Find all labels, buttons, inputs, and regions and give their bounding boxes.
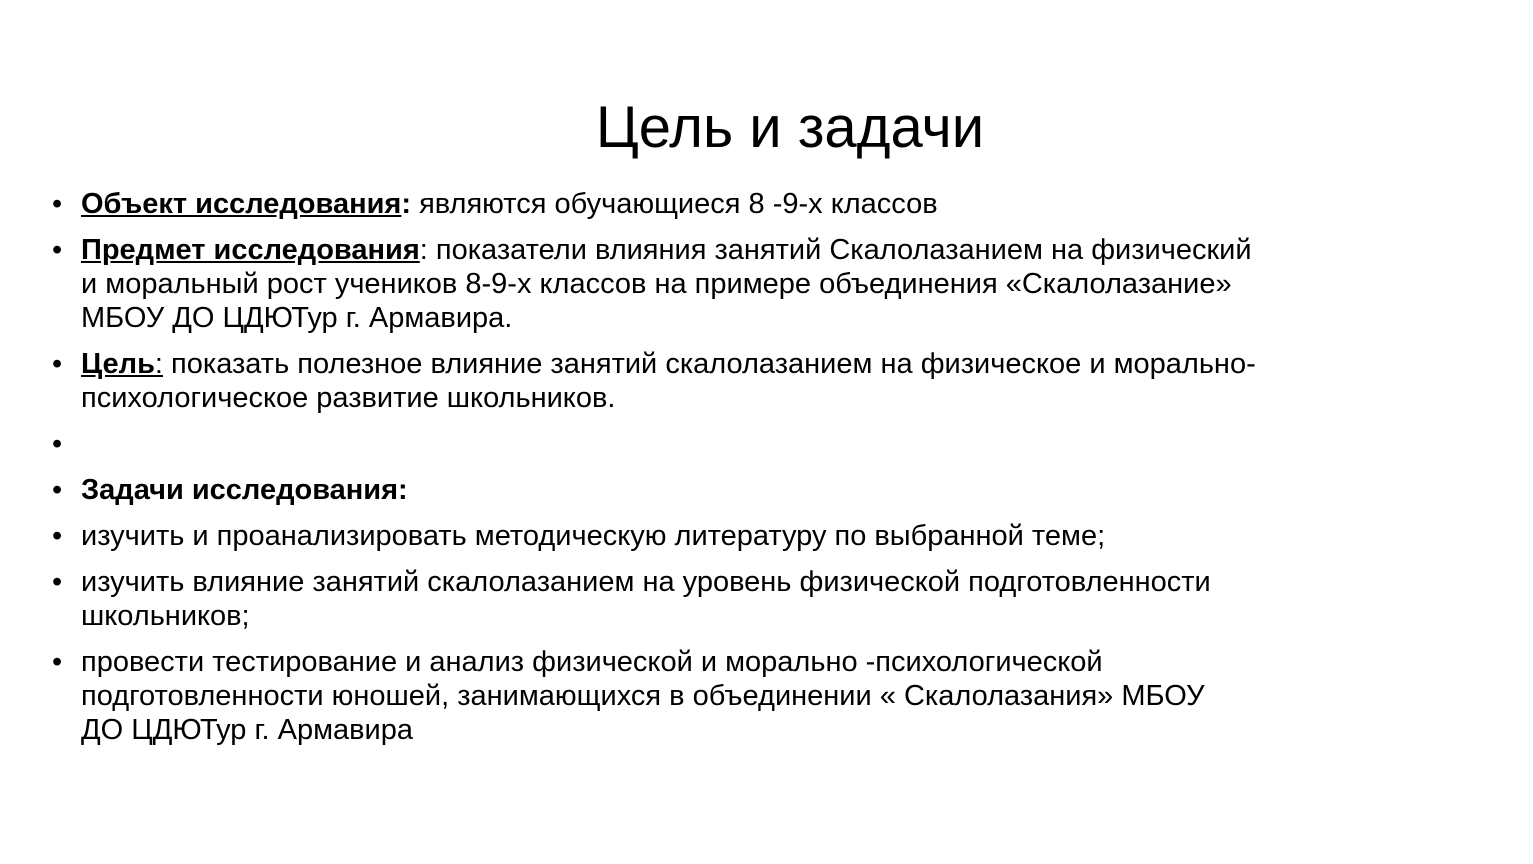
subject-colon: : [419,234,428,266]
bullet-dot: • [52,348,63,380]
subject-line-1 [81,233,1498,267]
task-3-line-3: ДО ЦДЮТур г. Армавира [81,714,414,746]
goal-colon: : [154,348,163,380]
bullet-dot: • [52,474,63,506]
goal-line-2: психологическое развитие школьников. [81,382,616,414]
bullet-dot: • [52,646,63,678]
bullet-item-task-3 [48,645,1498,747]
bullet-dot: • [52,428,63,460]
bullet-dot: • [52,188,63,220]
bullet-item-subject [48,233,1498,335]
goal-label: Цель [81,348,155,380]
goal-text-1: показать полезное влияние занятий скалолазанием на физическое и морально- [162,348,1256,380]
bullet-dot: • [52,234,63,266]
object-label: Объект исследования [81,188,402,220]
bullet-item-object [48,187,1498,221]
task-2-line-2: школьников; [81,600,250,632]
bullet-item-goal [48,347,1498,415]
subject-line-3: МБОУ ДО ЦДЮТур г. Армавира. [81,302,513,334]
subject-text-1: показатели влияния занятий Скалолазанием на физический [427,234,1252,266]
bullet-item-task-1 [48,519,1498,553]
bullet-list [48,187,1498,759]
task-3-line-2: подготовленности юношей, занимающихся в объединении « Скалолазания» МБОУ [81,680,1205,712]
bullet-item-task-2 [48,565,1498,633]
slide-title: Цель и задачи [595,95,985,160]
subject-label: Предмет исследования [81,234,420,266]
tasks-heading: Задачи исследования: [81,474,408,506]
object-text: являются обучающиеся 8 -9-х классов [411,188,938,220]
task-1-text: изучить и проанализировать методическую литературу по выбранной теме; [81,520,1106,552]
bullet-item-empty [48,427,1498,461]
object-colon: : [401,188,412,220]
bullet-dot: • [52,566,63,598]
subject-line-2: и моральный рост учеников 8-9-х классов на примере объединения «Скалолазание» [81,268,1232,300]
goal-line-1 [81,347,1498,381]
bullet-dot: • [52,520,63,552]
task-3-line-1: провести тестирование и анализ физической и морально -психологической [81,646,1103,678]
task-2-line-1: изучить влияние занятий скалолазанием на уровень физической подготовленности [81,566,1211,598]
bullet-item-tasks-heading [48,473,1498,507]
